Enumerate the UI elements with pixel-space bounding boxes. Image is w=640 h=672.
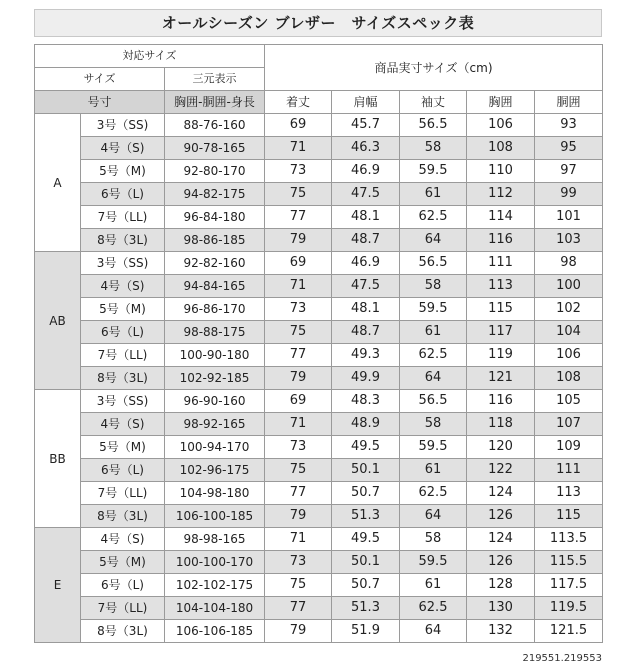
measurement-cell: 79 (265, 620, 332, 643)
size-label: 8号（3L) (81, 620, 165, 643)
size-label: 7号（LL) (81, 344, 165, 367)
measurement-cell: 49.9 (332, 367, 400, 390)
measurement-cell: 62.5 (400, 597, 467, 620)
body-measure-value: 88-76-160 (165, 114, 265, 137)
measurement-cell: 49.5 (332, 436, 400, 459)
measurement-cell: 49.3 (332, 344, 400, 367)
size-spec-table (34, 44, 603, 643)
measurement-cell: 59.5 (400, 160, 467, 183)
measurement-cell: 117 (467, 321, 535, 344)
measurement-cell: 79 (265, 229, 332, 252)
size-label: 7号（LL) (81, 482, 165, 505)
measurement-cell: 106 (467, 114, 535, 137)
measurement-cell: 79 (265, 367, 332, 390)
measurement-cell: 46.9 (332, 160, 400, 183)
measurement-cell: 71 (265, 413, 332, 436)
header-size-table: 対応サイズ (35, 45, 265, 68)
measurement-cell: 124 (467, 528, 535, 551)
measurement-cell: 111 (467, 252, 535, 275)
measurement-cell: 62.5 (400, 482, 467, 505)
table-row (35, 137, 603, 160)
measurement-cell: 64 (400, 367, 467, 390)
measurement-cell: 58 (400, 275, 467, 298)
measurement-cell: 69 (265, 252, 332, 275)
measurement-cell: 121.5 (535, 620, 603, 643)
measurement-cell: 113 (467, 275, 535, 298)
header-gousu: 号寸 (35, 91, 165, 114)
measurement-cell: 48.1 (332, 298, 400, 321)
table-row (35, 482, 603, 505)
measurement-cell: 75 (265, 574, 332, 597)
measurement-cell: 73 (265, 551, 332, 574)
table-row (35, 505, 603, 528)
measurement-cell: 58 (400, 413, 467, 436)
body-measure-value: 102-96-175 (165, 459, 265, 482)
measurement-cell: 106 (535, 344, 603, 367)
body-measure-value: 94-82-175 (165, 183, 265, 206)
measurement-cell: 114 (467, 206, 535, 229)
measurement-cell: 50.7 (332, 574, 400, 597)
table-row (35, 321, 603, 344)
measurement-cell: 59.5 (400, 298, 467, 321)
measurement-cell: 75 (265, 459, 332, 482)
body-measure-value: 98-86-185 (165, 229, 265, 252)
measurement-cell: 48.7 (332, 229, 400, 252)
size-label: 6号（L) (81, 183, 165, 206)
measurement-cell: 108 (535, 367, 603, 390)
table-row (35, 206, 603, 229)
measurement-cell: 104 (535, 321, 603, 344)
body-measure-value: 104-104-180 (165, 597, 265, 620)
measurement-cell: 47.5 (332, 275, 400, 298)
measurement-cell: 48.3 (332, 390, 400, 413)
measurement-cell: 113.5 (535, 528, 603, 551)
size-label: 8号（3L) (81, 505, 165, 528)
table-row (35, 275, 603, 298)
measurement-cell: 110 (467, 160, 535, 183)
measurement-cell: 45.7 (332, 114, 400, 137)
measurement-cell: 132 (467, 620, 535, 643)
group-label: E (35, 528, 81, 643)
measurement-cell: 126 (467, 551, 535, 574)
measurement-cell: 46.9 (332, 252, 400, 275)
header-col-chest: 胸囲 (467, 91, 535, 114)
measurement-cell: 124 (467, 482, 535, 505)
measurement-cell: 61 (400, 321, 467, 344)
table-row (35, 344, 603, 367)
size-label: 7号（LL) (81, 597, 165, 620)
measurement-cell: 73 (265, 160, 332, 183)
table-body (35, 114, 603, 643)
table-row (35, 551, 603, 574)
measurement-cell: 51.3 (332, 505, 400, 528)
measurement-cell: 122 (467, 459, 535, 482)
size-label: 4号（S) (81, 413, 165, 436)
measurement-cell: 58 (400, 528, 467, 551)
measurement-cell: 75 (265, 321, 332, 344)
measurement-cell: 48.1 (332, 206, 400, 229)
table-row (35, 160, 603, 183)
measurement-cell: 109 (535, 436, 603, 459)
measurement-cell: 48.7 (332, 321, 400, 344)
table-row (35, 367, 603, 390)
measurement-cell: 69 (265, 114, 332, 137)
measurement-cell: 46.3 (332, 137, 400, 160)
measurement-cell: 99 (535, 183, 603, 206)
measurement-cell: 108 (467, 137, 535, 160)
table-row (35, 114, 603, 137)
body-measure-value: 96-90-160 (165, 390, 265, 413)
measurement-cell: 50.7 (332, 482, 400, 505)
table-row (35, 459, 603, 482)
table-row (35, 390, 603, 413)
measurement-cell: 61 (400, 459, 467, 482)
header-col-shoulder: 肩幅 (332, 91, 400, 114)
measurement-cell: 71 (265, 275, 332, 298)
body-measure-value: 92-80-170 (165, 160, 265, 183)
size-label: 5号（M) (81, 160, 165, 183)
measurement-cell: 115 (535, 505, 603, 528)
size-label: 4号（S) (81, 275, 165, 298)
measurement-cell: 77 (265, 482, 332, 505)
measurement-cell: 102 (535, 298, 603, 321)
table-row (35, 413, 603, 436)
body-measure-value: 94-84-165 (165, 275, 265, 298)
measurement-cell: 56.5 (400, 114, 467, 137)
measurement-cell: 61 (400, 183, 467, 206)
size-label: 5号（M) (81, 436, 165, 459)
size-label: 3号（SS) (81, 114, 165, 137)
size-label: 4号（S) (81, 137, 165, 160)
body-measure-value: 102-102-175 (165, 574, 265, 597)
measurement-cell: 56.5 (400, 390, 467, 413)
body-measure-value: 104-98-180 (165, 482, 265, 505)
measurement-cell: 107 (535, 413, 603, 436)
table-row (35, 298, 603, 321)
header-body-measure: 胸囲-胴囲-身長 (165, 91, 265, 114)
measurement-cell: 103 (535, 229, 603, 252)
table-row (35, 229, 603, 252)
measurement-cell: 115 (467, 298, 535, 321)
header-size: サイズ (35, 68, 165, 91)
table-row (35, 183, 603, 206)
size-label: 5号（M) (81, 551, 165, 574)
measurement-cell: 49.5 (332, 528, 400, 551)
table-row (35, 528, 603, 551)
page-title: オールシーズン ブレザー サイズスペック表 (34, 9, 602, 37)
size-label: 8号（3L) (81, 367, 165, 390)
body-measure-value: 100-90-180 (165, 344, 265, 367)
body-measure-value: 92-82-160 (165, 252, 265, 275)
measurement-cell: 73 (265, 298, 332, 321)
table-row (35, 436, 603, 459)
measurement-cell: 119.5 (535, 597, 603, 620)
size-label: 6号（L) (81, 459, 165, 482)
measurement-cell: 113 (535, 482, 603, 505)
size-label: 6号（L) (81, 574, 165, 597)
measurement-cell: 112 (467, 183, 535, 206)
body-measure-value: 102-92-185 (165, 367, 265, 390)
measurement-cell: 77 (265, 206, 332, 229)
body-measure-value: 98-98-165 (165, 528, 265, 551)
measurement-cell: 62.5 (400, 206, 467, 229)
measurement-cell: 120 (467, 436, 535, 459)
measurement-cell: 64 (400, 229, 467, 252)
measurement-cell: 51.3 (332, 597, 400, 620)
measurement-cell: 64 (400, 620, 467, 643)
measurement-cell: 115.5 (535, 551, 603, 574)
size-label: 3号（SS) (81, 390, 165, 413)
measurement-cell: 50.1 (332, 459, 400, 482)
product-code: 219551.219553 (522, 653, 602, 664)
body-measure-value: 100-94-170 (165, 436, 265, 459)
measurement-cell: 59.5 (400, 551, 467, 574)
measurement-cell: 71 (265, 137, 332, 160)
group-label: BB (35, 390, 81, 528)
group-label: AB (35, 252, 81, 390)
header-sanmoto: 三元表示 (165, 68, 265, 91)
table-row (35, 574, 603, 597)
measurement-cell: 105 (535, 390, 603, 413)
measurement-cell: 75 (265, 183, 332, 206)
body-measure-value: 106-106-185 (165, 620, 265, 643)
header-col-length: 着丈 (265, 91, 332, 114)
size-label: 3号（SS) (81, 252, 165, 275)
size-label: 6号（L) (81, 321, 165, 344)
measurement-cell: 100 (535, 275, 603, 298)
measurement-cell: 47.5 (332, 183, 400, 206)
measurement-cell: 98 (535, 252, 603, 275)
body-measure-value: 100-100-170 (165, 551, 265, 574)
measurement-cell: 58 (400, 137, 467, 160)
measurement-cell: 116 (467, 229, 535, 252)
measurement-cell: 111 (535, 459, 603, 482)
measurement-cell: 101 (535, 206, 603, 229)
measurement-cell: 61 (400, 574, 467, 597)
measurement-cell: 119 (467, 344, 535, 367)
measurement-cell: 95 (535, 137, 603, 160)
measurement-cell: 128 (467, 574, 535, 597)
body-measure-value: 98-88-175 (165, 321, 265, 344)
measurement-cell: 56.5 (400, 252, 467, 275)
size-label: 8号（3L) (81, 229, 165, 252)
table-row (35, 597, 603, 620)
body-measure-value: 96-86-170 (165, 298, 265, 321)
size-label: 5号（M) (81, 298, 165, 321)
header-col-sleeve: 袖丈 (400, 91, 467, 114)
measurement-cell: 59.5 (400, 436, 467, 459)
measurement-cell: 62.5 (400, 344, 467, 367)
measurement-cell: 79 (265, 505, 332, 528)
measurement-cell: 77 (265, 344, 332, 367)
body-measure-value: 96-84-180 (165, 206, 265, 229)
measurement-cell: 69 (265, 390, 332, 413)
body-measure-value: 98-92-165 (165, 413, 265, 436)
measurement-cell: 118 (467, 413, 535, 436)
measurement-cell: 116 (467, 390, 535, 413)
measurement-cell: 121 (467, 367, 535, 390)
header-product-size: 商品実寸サイズ（cm) (265, 45, 603, 91)
measurement-cell: 97 (535, 160, 603, 183)
size-label: 7号（LL) (81, 206, 165, 229)
body-measure-value: 90-78-165 (165, 137, 265, 160)
table-row (35, 620, 603, 643)
table-row (35, 252, 603, 275)
measurement-cell: 126 (467, 505, 535, 528)
measurement-cell: 73 (265, 436, 332, 459)
measurement-cell: 130 (467, 597, 535, 620)
size-label: 4号（S) (81, 528, 165, 551)
measurement-cell: 117.5 (535, 574, 603, 597)
header-col-waist: 胴囲 (535, 91, 603, 114)
measurement-cell: 50.1 (332, 551, 400, 574)
group-label: A (35, 114, 81, 252)
measurement-cell: 51.9 (332, 620, 400, 643)
body-measure-value: 106-100-185 (165, 505, 265, 528)
measurement-cell: 64 (400, 505, 467, 528)
measurement-cell: 71 (265, 528, 332, 551)
measurement-cell: 93 (535, 114, 603, 137)
measurement-cell: 77 (265, 597, 332, 620)
measurement-cell: 48.9 (332, 413, 400, 436)
